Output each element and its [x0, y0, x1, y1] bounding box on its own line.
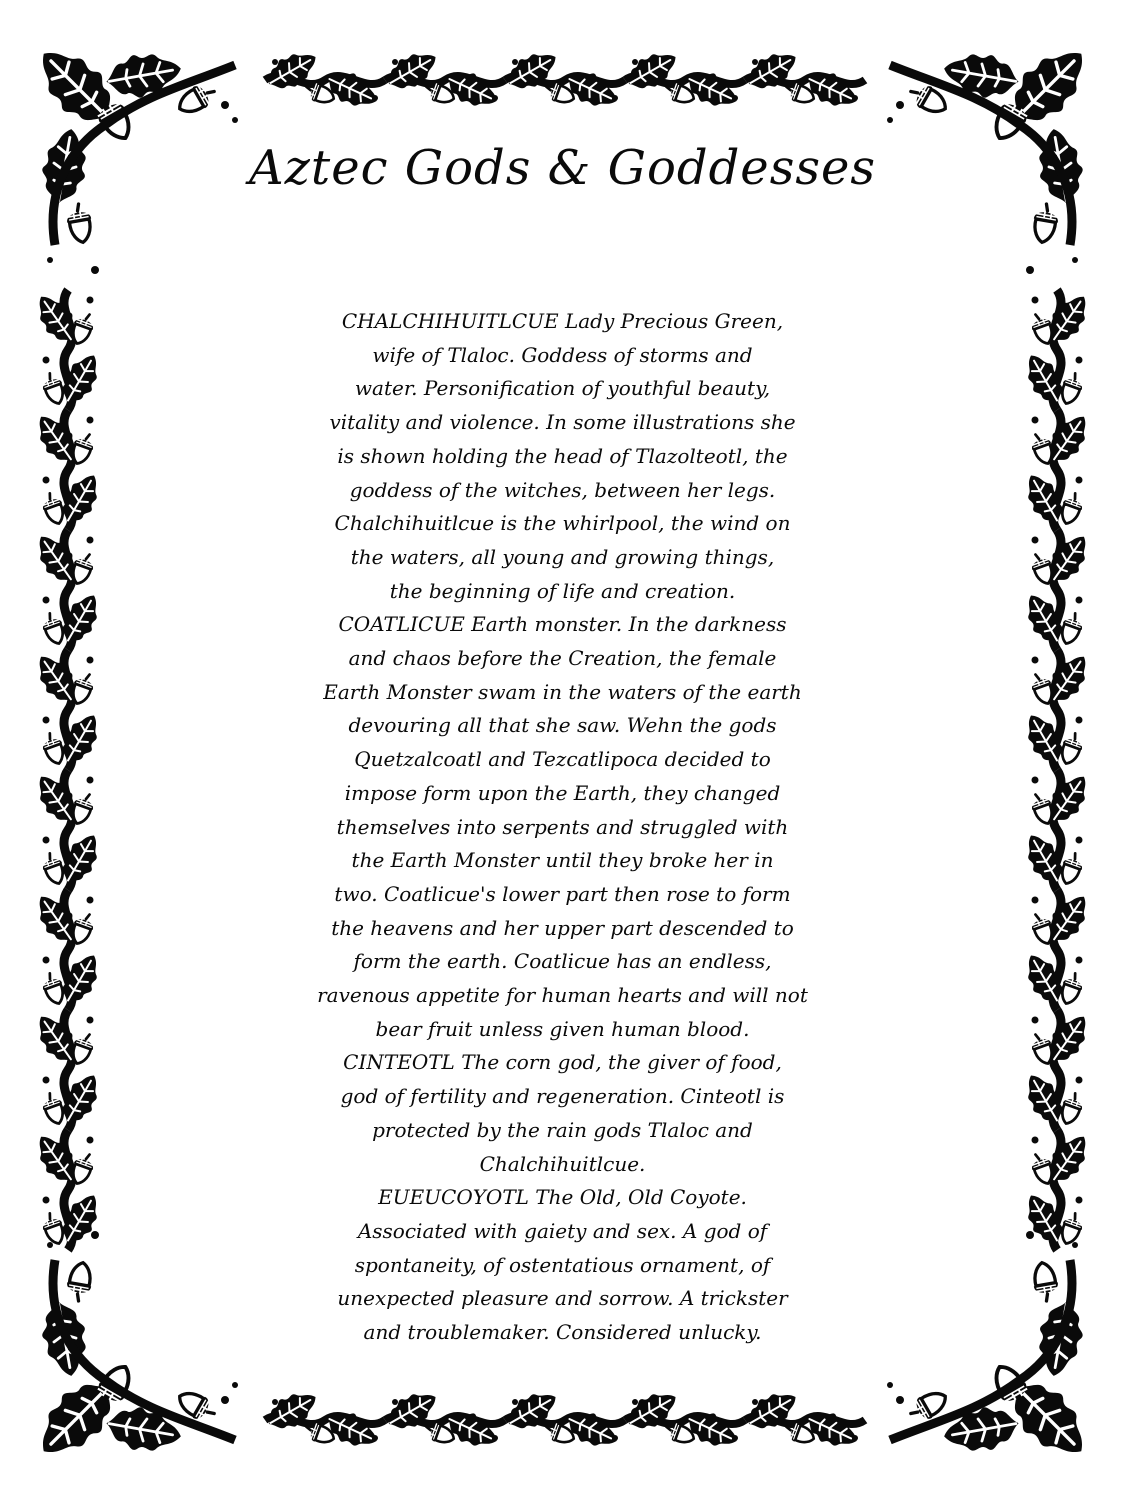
text-line: Associated with gaiety and sex. A god of	[357, 1218, 768, 1243]
bottom-border-strip	[261, 1384, 865, 1455]
text-line: bear fruit unless given human blood.	[375, 1016, 750, 1041]
text-line: the beginning of life and creation.	[389, 578, 736, 603]
text-line: is shown holding the head of Tlazolteotl, the	[337, 443, 788, 468]
text-line: the heavens and her upper part descended to	[331, 915, 794, 940]
text-line: wife of Tlaloc. Goddess of storms and	[372, 342, 753, 367]
text-line: form the earth. Coatlicue has an endless,	[353, 949, 772, 974]
text-line: and troublemaker. Considered unlucky.	[363, 1320, 762, 1345]
text-line: Chalchihuitlcue.	[479, 1151, 646, 1176]
text-line: water. Personification of youthful beauty,	[354, 376, 771, 401]
page-title: Aztec Gods & Goddesses	[248, 140, 877, 196]
text-line: CHALCHIHUITLCUE Lady Precious Green,	[341, 309, 784, 333]
text-line: goddess of the witches, between her legs.	[349, 477, 776, 502]
body-text	[170, 305, 955, 1350]
text-line: Quetzalcoatl and Tezcatlipoca decided to	[354, 747, 771, 772]
text-line: themselves into serpents and struggled with	[336, 814, 789, 839]
text-line: two. Coatlicue's lower part then rose to form	[334, 881, 791, 906]
text-line: vitality and violence. In some illustrations she	[329, 410, 796, 435]
right-border-strip	[1018, 288, 1097, 1250]
text-line: devouring all that she saw. Wehn the gods	[348, 713, 777, 738]
text-line: and chaos before the Creation, the female	[348, 646, 777, 671]
text-line: protected by the rain gods Tlaloc and	[372, 1117, 753, 1142]
text-line: impose form upon the Earth, they changed	[344, 780, 781, 805]
text-line: Earth Monster swam in the waters of the earth	[323, 679, 802, 704]
text-line: unexpected pleasure and sorrow. A trickster	[337, 1286, 788, 1311]
text-line: the waters, all young and growing things,	[350, 544, 775, 569]
top-border-strip	[261, 44, 865, 115]
text-line: spontaneity, of ostentatious ornament, of	[354, 1252, 771, 1277]
text-line: ravenous appetite for human hearts and will not	[317, 983, 808, 1008]
text-line: CINTEOTL The corn god, the giver of food,	[343, 1050, 782, 1075]
text-line: the Earth Monster until they broke her in	[351, 848, 774, 873]
left-border-strip	[28, 288, 107, 1250]
text-line: COATLICUE Earth monster. In the darkness	[338, 612, 787, 637]
text-line: EUEUCOYOTL The Old, Old Coyote.	[378, 1185, 747, 1210]
text-line: god of fertility and regeneration. Cinteotl is	[340, 1084, 785, 1109]
text-line: Chalchihuitlcue is the whirlpool, the wind on	[334, 511, 791, 536]
